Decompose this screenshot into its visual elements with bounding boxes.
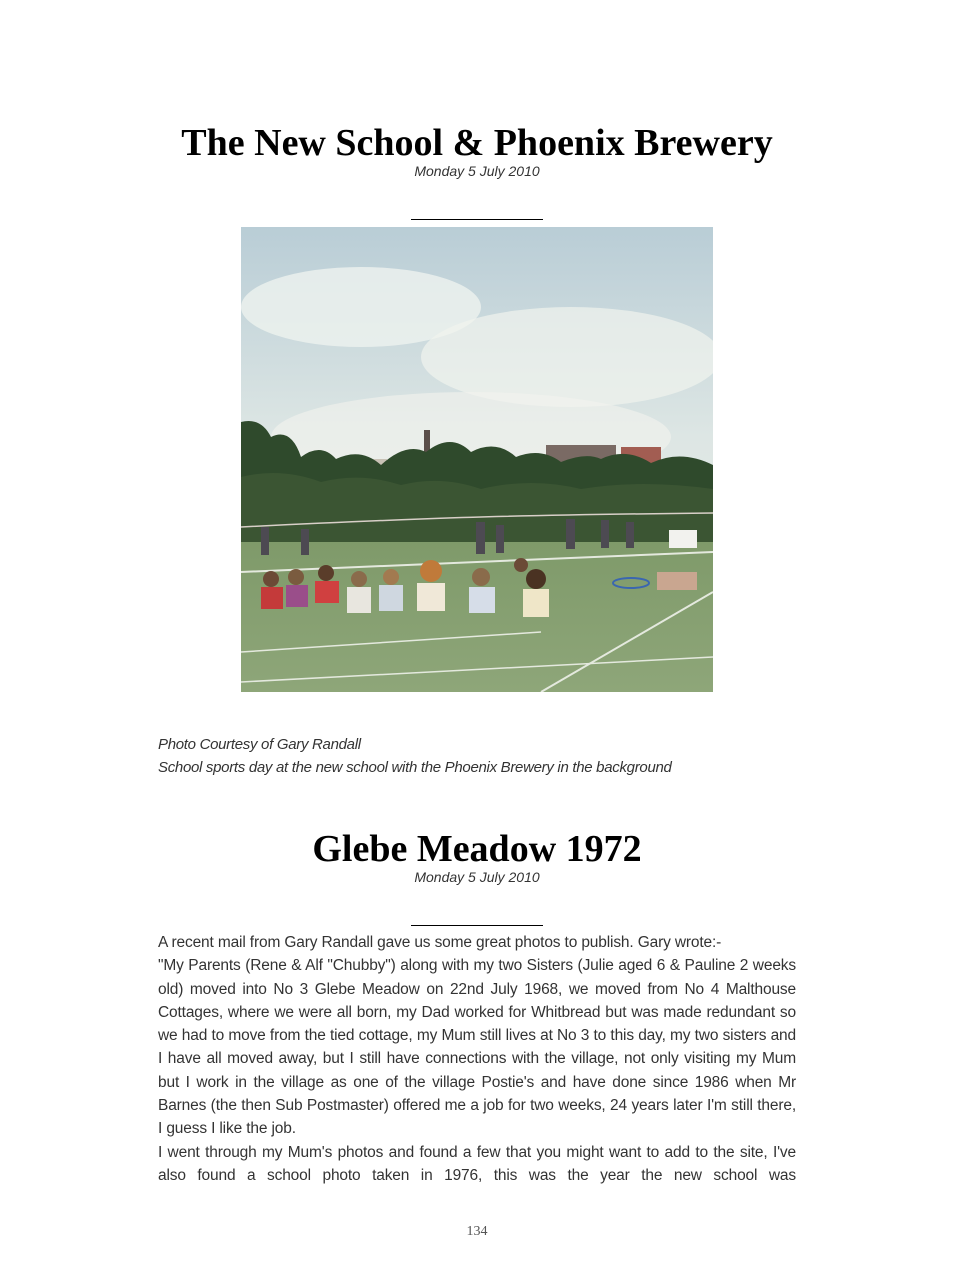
body-paragraph: A recent mail from Gary Randall gave us some great photos to publish. Gary wrote:-: [158, 934, 722, 951]
body-paragraph: "My Parents (Rene & Alf "Chubby") along with my two Sisters (Julie aged 6 & Pauline 2 weeks old) moved into No 3 Glebe Meadow on 22nd July 1968, we moved from No 4 Malthouse Cottages, where we were all born, my Dad worked for Whitbread but was made redundant so we had to move from the tied cottage, my Mum still lives at No 3 to this day, my two sisters and I have all moved away, but I still have connections with the village, not only visiting my Mum but I work in the village as one of the village Postie's and have done since 1986 when Mr Barnes (the then Sub Postmaster) offered me a job for two weeks, 24 years later I'm still there, I guess I like the job.: [158, 957, 796, 1138]
article-body: [158, 931, 796, 1187]
title-divider: [411, 219, 543, 220]
photo-caption: [158, 733, 672, 779]
caption-credit: Photo Courtesy of Gary Randall: [158, 736, 361, 753]
body-paragraph: I went through my Mum's photos and found a few that you might want to add to the site, I've also found a school photo taken in 1976, this was the year the new school was: [158, 1143, 796, 1184]
caption-description: School sports day at the new school with the Phoenix Brewery in the background: [158, 759, 672, 776]
article-title: The New School & Phoenix Brewery: [181, 122, 773, 164]
school-sports-day-photo: [241, 227, 713, 692]
page-number: 134: [466, 1224, 488, 1239]
article-title: Glebe Meadow 1972: [312, 828, 642, 870]
title-divider: [411, 925, 543, 926]
article-date: Monday 5 July 2010: [414, 869, 540, 885]
article-date: Monday 5 July 2010: [414, 163, 540, 179]
